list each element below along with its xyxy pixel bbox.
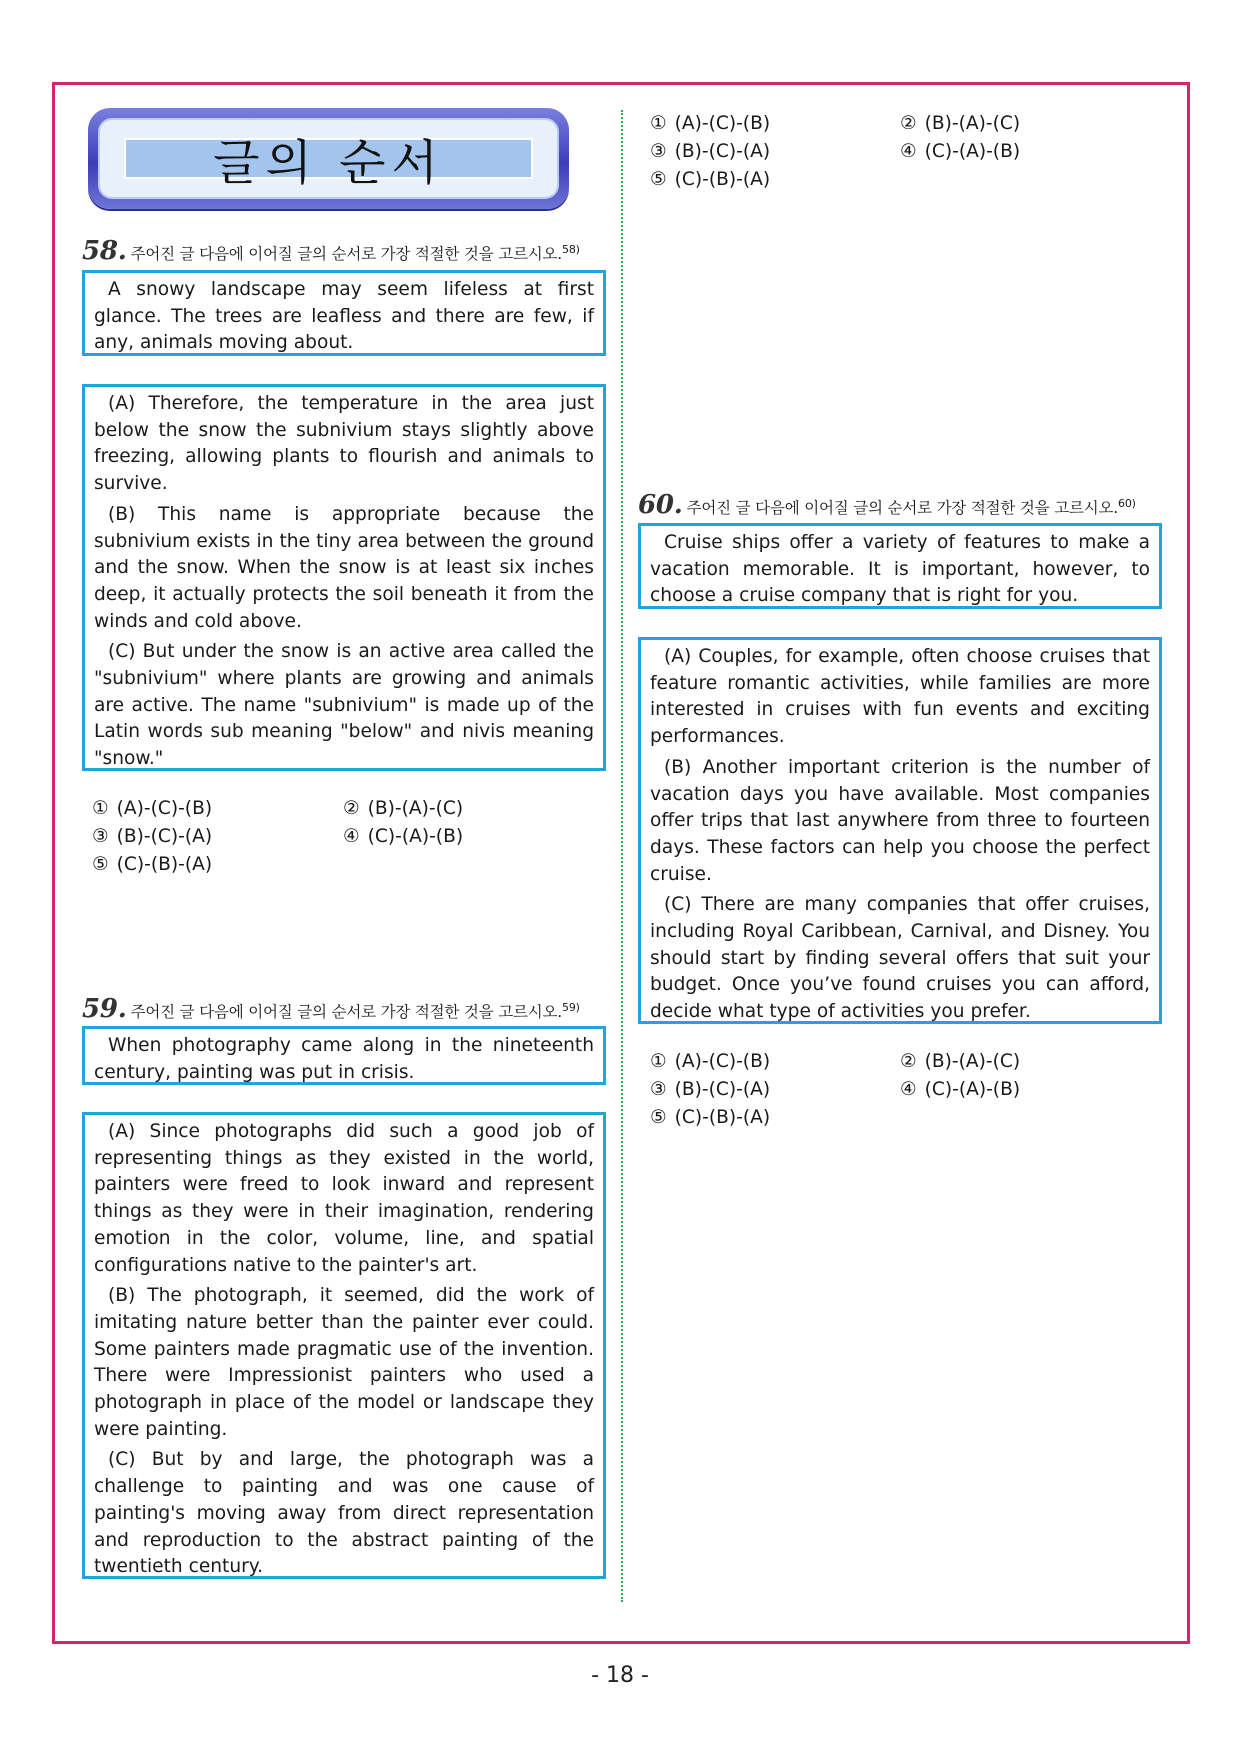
choice-2[interactable]: ② (B)-(A)-(C)	[900, 113, 1021, 134]
paragraph-b: (B) The photograph, it seemed, did the work of imitating nature better than the painter ever could. Some painters made pragmatic use of the invention. There were Impressionist painters who used a photograph in place of the model or landscape they were painting.	[94, 1285, 594, 1440]
choice-2[interactable]: ② (B)-(A)-(C)	[900, 1051, 1021, 1072]
question-prompt: 주어진 글 다음에 이어질 글의 순서로 가장 적절한 것을 고르시오.	[130, 245, 563, 263]
choice-4[interactable]: ④ (C)-(A)-(B)	[343, 826, 464, 847]
question-58-paragraphs	[82, 384, 606, 771]
question-59-given-passage	[82, 1026, 606, 1085]
paragraph-c: (C) There are many companies that offer cruises, including Royal Caribbean, Carnival, and Disney. You should start by finding several offers that suit your budget. Once you’ve found cruises you can afford, decide what type of activities you prefer.	[650, 894, 1150, 1023]
paragraph-c: (C) But under the snow is an active area called the "subnivium" where plants are growing and animals are active. The name "subnivium" is made up of the Latin words sub meaning "below" and nivis meaning "snow."	[94, 641, 594, 770]
choice-5[interactable]: ⑤ (C)-(B)-(A)	[650, 169, 771, 190]
question-60-choices	[650, 1048, 1160, 1138]
choice-1[interactable]: ① (A)-(C)-(B)	[92, 798, 213, 819]
footnote-ref: 58)	[562, 242, 580, 256]
column-divider	[621, 110, 623, 1602]
choice-2[interactable]: ② (B)-(A)-(C)	[343, 798, 464, 819]
given-text: Cruise ships offer a variety of features to make a vacation memorable. It is important, however, to choose a cruise company that is right for you.	[650, 532, 1150, 607]
question-60-header	[638, 490, 1136, 520]
choice-3[interactable]: ③ (B)-(C)-(A)	[92, 826, 213, 847]
question-prompt: 주어진 글 다음에 이어질 글의 순서로 가장 적절한 것을 고르시오.	[686, 499, 1119, 517]
paragraph-a: (A) Therefore, the temperature in the area just below the snow the subnivium stays slightly above freezing, allowing plants to flourish and animals to survive.	[94, 393, 594, 495]
question-58-header	[82, 236, 580, 266]
section-title: 글의 순서	[124, 138, 533, 179]
question-prompt: 주어진 글 다음에 이어질 글의 순서로 가장 적절한 것을 고르시오.	[130, 1003, 563, 1021]
choice-4[interactable]: ④ (C)-(A)-(B)	[900, 141, 1021, 162]
choice-1[interactable]: ① (A)-(C)-(B)	[650, 1051, 771, 1072]
given-text: A snowy landscape may seem lifeless at first glance. The trees are leafless and there are few, if any, animals moving about.	[94, 279, 594, 354]
paragraph-b: (B) This name is appropriate because the subnivium exists in the tiny area between the ground and the snow. When the snow is at least six inches deep, it actually protects the soil beneath it from the winds and cold above.	[94, 503, 594, 632]
question-number: 58.	[82, 236, 127, 266]
section-title-badge	[88, 108, 569, 209]
choice-5[interactable]: ⑤ (C)-(B)-(A)	[650, 1107, 771, 1128]
choice-3[interactable]: ③ (B)-(C)-(A)	[650, 141, 771, 162]
footnote-ref: 60)	[1118, 496, 1136, 510]
given-text: When photography came along in the nineteenth century, painting was put in crisis.	[94, 1035, 594, 1083]
question-59-paragraphs	[82, 1112, 606, 1579]
page-number: - 18 -	[591, 1663, 649, 1688]
paragraph-a: (A) Couples, for example, often choose cruises that feature romantic activities, while families are more interested in cruises with fun events and exciting performances.	[650, 646, 1150, 748]
question-58-choices	[92, 795, 602, 885]
question-number: 60.	[638, 490, 683, 520]
question-number: 59.	[82, 994, 127, 1024]
paragraph-c: (C) But by and large, the photograph was a challenge to painting and was one cause of painting's moving away from direct representation and reproduction to the abstract painting of the twentieth century.	[94, 1449, 594, 1578]
question-60-given-passage	[638, 523, 1162, 609]
question-59-header	[82, 994, 580, 1024]
choice-5[interactable]: ⑤ (C)-(B)-(A)	[92, 854, 213, 875]
choice-3[interactable]: ③ (B)-(C)-(A)	[650, 1079, 771, 1100]
paragraph-b: (B) Another important criterion is the number of vacation days you have available. Most companies offer trips that last anywhere from three to fourteen days. These factors can help you choose the perfect cruise.	[650, 756, 1150, 885]
question-60-paragraphs	[638, 637, 1162, 1024]
question-58-given-passage	[82, 270, 606, 356]
choice-4[interactable]: ④ (C)-(A)-(B)	[900, 1079, 1021, 1100]
paragraph-a: (A) Since photographs did such a good job of representing things as they existed in the world, painters were freed to look inward and represent things as they were in their imagination, rendering emotion in the color, volume, line, and spatial configurations native to the painter's art.	[94, 1121, 594, 1276]
question-59-choices	[650, 110, 1160, 200]
choice-1[interactable]: ① (A)-(C)-(B)	[650, 113, 771, 134]
footnote-ref: 59)	[562, 1000, 580, 1014]
